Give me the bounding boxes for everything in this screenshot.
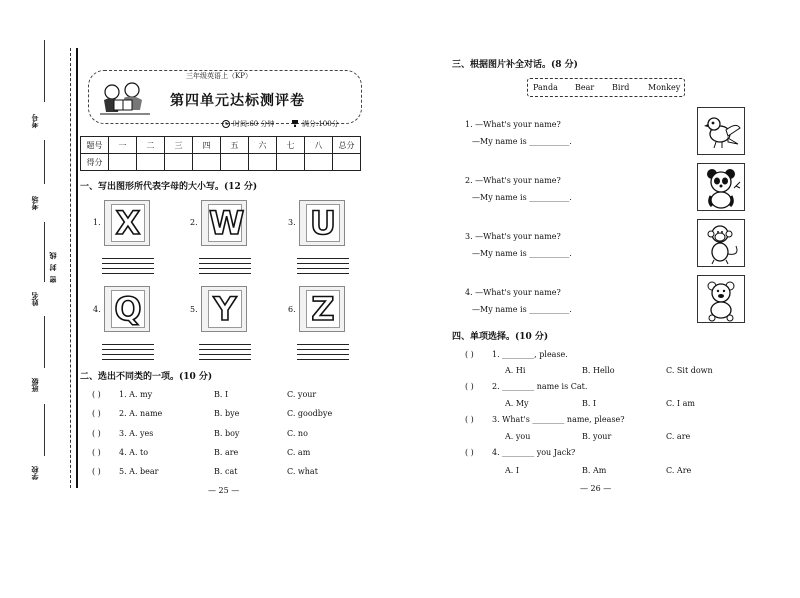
score-cell-2: 二	[137, 137, 165, 154]
score-input[interactable]	[221, 154, 249, 171]
option-b[interactable]: B. your	[582, 432, 612, 441]
option-c: C. what	[287, 467, 318, 476]
word-bank-item: Bird	[612, 83, 630, 92]
score-cell-8: 八	[305, 137, 333, 154]
letter-item-number: 3.	[288, 218, 296, 227]
letter-glyph: U	[306, 204, 340, 242]
seal-char-xian: 线	[48, 252, 57, 260]
page-number-left: — 25 —	[208, 486, 240, 495]
score-input[interactable]	[277, 154, 305, 171]
dialogue-question: 4. —What's your name?	[465, 288, 561, 297]
score-cell-3: 三	[165, 137, 193, 154]
series-title: 三年级英语上（KP）	[186, 72, 252, 80]
letter-item-number: 1.	[93, 218, 101, 227]
school-line	[44, 404, 45, 456]
section1-heading: 一、写出图形所代表字母的大小写。(12 分)	[80, 182, 258, 192]
score-input[interactable]	[137, 154, 165, 171]
mc-question: 4. ________ you Jack?	[492, 448, 576, 457]
writing-lines[interactable]	[297, 344, 349, 364]
section2-heading: 二、选出不同类的一项。(10 分)	[80, 372, 213, 382]
letter-card	[201, 200, 247, 246]
letter-glyph: Y	[208, 290, 242, 328]
option-b[interactable]: B. I	[582, 399, 597, 408]
option-b: B. bye	[214, 409, 240, 418]
option-c[interactable]: C. I am	[666, 399, 695, 408]
option-a: 1. A. my	[119, 390, 153, 399]
dialogue-question: 1. —What's your name?	[465, 120, 561, 129]
option-c[interactable]: C. Sit down	[666, 366, 713, 375]
dialogue-answer[interactable]: —My name is __________.	[472, 249, 572, 258]
score-table-score-row	[81, 154, 361, 171]
option-b: B. I	[214, 390, 229, 399]
monkey-picture	[697, 219, 745, 267]
seal-char-mi: 密	[48, 276, 57, 284]
binding-dashed-line	[70, 48, 71, 488]
option-a: 3. A. yes	[119, 429, 154, 438]
writing-lines[interactable]	[102, 258, 154, 278]
option-b[interactable]: B. Hello	[582, 366, 615, 375]
option-a[interactable]: A. you	[505, 432, 531, 441]
option-a: 4. A. to	[119, 448, 149, 457]
word-bank-item: Bear	[575, 83, 595, 92]
exam-number-line	[44, 40, 45, 102]
dialogue-question: 2. —What's your name?	[465, 176, 561, 185]
writing-lines[interactable]	[102, 344, 154, 364]
class-line	[44, 316, 45, 368]
time-limit: 时间:60 分钟	[233, 120, 275, 128]
score-cell-4: 四	[193, 137, 221, 154]
option-a: 2. A. name	[119, 409, 163, 418]
letter-glyph: W	[209, 204, 245, 242]
option-a[interactable]: A. I	[505, 466, 520, 475]
dialogue-answer[interactable]: —My name is __________.	[472, 305, 572, 314]
trophy-icon	[290, 119, 300, 128]
bear-picture	[697, 275, 745, 323]
score-cell-1: 一	[109, 137, 137, 154]
answer-bracket[interactable]: ( )	[465, 448, 474, 457]
answer-bracket[interactable]: ( )	[465, 350, 474, 359]
option-a: 5. A. bear	[119, 467, 159, 476]
score-input[interactable]	[165, 154, 193, 171]
option-b: B. cat	[214, 467, 238, 476]
letter-card	[104, 286, 150, 332]
exam-room-label: 考场	[30, 196, 39, 210]
answer-bracket[interactable]: ( )	[92, 429, 101, 438]
score-cell-total: 总分	[333, 137, 361, 154]
option-b: B. boy	[214, 429, 240, 438]
option-a[interactable]: A. Hi	[505, 366, 526, 375]
answer-bracket[interactable]: ( )	[465, 415, 474, 424]
answer-bracket[interactable]: ( )	[92, 390, 101, 399]
answer-bracket[interactable]: ( )	[92, 409, 101, 418]
clock-icon	[220, 120, 232, 128]
name-line	[44, 222, 45, 282]
letter-card	[299, 200, 345, 246]
option-c: C. goodbye	[287, 409, 333, 418]
score-input[interactable]	[109, 154, 137, 171]
score-cell-label: 题号	[81, 137, 109, 154]
writing-lines[interactable]	[297, 258, 349, 278]
mc-question: 2. ________ name is Cat.	[492, 382, 588, 391]
dialogue-question: 3. —What's your name?	[465, 232, 561, 241]
option-c: C. am	[287, 448, 311, 457]
option-c: C. no	[287, 429, 308, 438]
exam-room-line	[44, 140, 45, 184]
page-number-right: — 26 —	[580, 484, 612, 493]
letter-glyph: X	[111, 204, 145, 242]
answer-bracket[interactable]: ( )	[92, 448, 101, 457]
school-label: 学校	[30, 466, 39, 480]
mc-question: 3. What's ________ name, please?	[492, 415, 625, 424]
seal-char-feng: 封	[48, 264, 57, 272]
word-bank-item: Panda	[533, 83, 558, 92]
option-c: C. your	[287, 390, 317, 399]
score-table-header-row	[81, 137, 361, 154]
panda-picture	[697, 163, 745, 211]
letter-card	[299, 286, 345, 332]
score-row-label: 得分	[81, 154, 109, 171]
section3-heading: 三、根据图片补全对话。(8 分)	[452, 60, 578, 70]
letter-item-number: 2.	[190, 218, 198, 227]
writing-lines[interactable]	[199, 344, 251, 364]
letter-card	[104, 200, 150, 246]
kids-reading-illustration	[98, 80, 152, 116]
option-c[interactable]: C. are	[666, 432, 691, 441]
class-label: 班级	[30, 378, 39, 392]
page-title: 第四单元达标测评卷	[170, 93, 305, 109]
binding-edge-line	[76, 48, 78, 488]
letter-glyph: Z	[306, 290, 340, 328]
letter-glyph: Q	[111, 290, 145, 328]
score-input[interactable]	[193, 154, 221, 171]
letter-item-number: 6.	[288, 305, 296, 314]
option-b: B. are	[214, 448, 239, 457]
bird-picture	[697, 107, 745, 155]
total-score: 满分:100分	[302, 120, 339, 128]
score-table	[80, 136, 361, 171]
answer-bracket[interactable]: ( )	[465, 382, 474, 391]
mc-question: 1. ________, please.	[492, 350, 568, 359]
score-cell-7: 七	[277, 137, 305, 154]
score-cell-5: 五	[221, 137, 249, 154]
option-a[interactable]: A. My	[505, 399, 529, 408]
writing-lines[interactable]	[199, 258, 251, 278]
dialogue-answer[interactable]: —My name is __________.	[472, 193, 572, 202]
answer-bracket[interactable]: ( )	[92, 467, 101, 476]
letter-card	[201, 286, 247, 332]
score-input[interactable]	[333, 154, 361, 171]
letter-item-number: 5.	[190, 305, 198, 314]
section4-heading: 四、单项选择。(10 分)	[452, 332, 549, 342]
word-bank-item: Monkey	[648, 83, 681, 92]
letter-item-number: 4.	[93, 305, 101, 314]
exam-number-label: 考号	[30, 114, 39, 128]
option-b[interactable]: B. Am	[582, 466, 607, 475]
score-input[interactable]	[305, 154, 333, 171]
name-label: 姓名	[30, 292, 39, 306]
option-c[interactable]: C. Are	[666, 466, 692, 475]
score-input[interactable]	[249, 154, 277, 171]
dialogue-answer[interactable]: —My name is __________.	[472, 137, 572, 146]
score-cell-6: 六	[249, 137, 277, 154]
